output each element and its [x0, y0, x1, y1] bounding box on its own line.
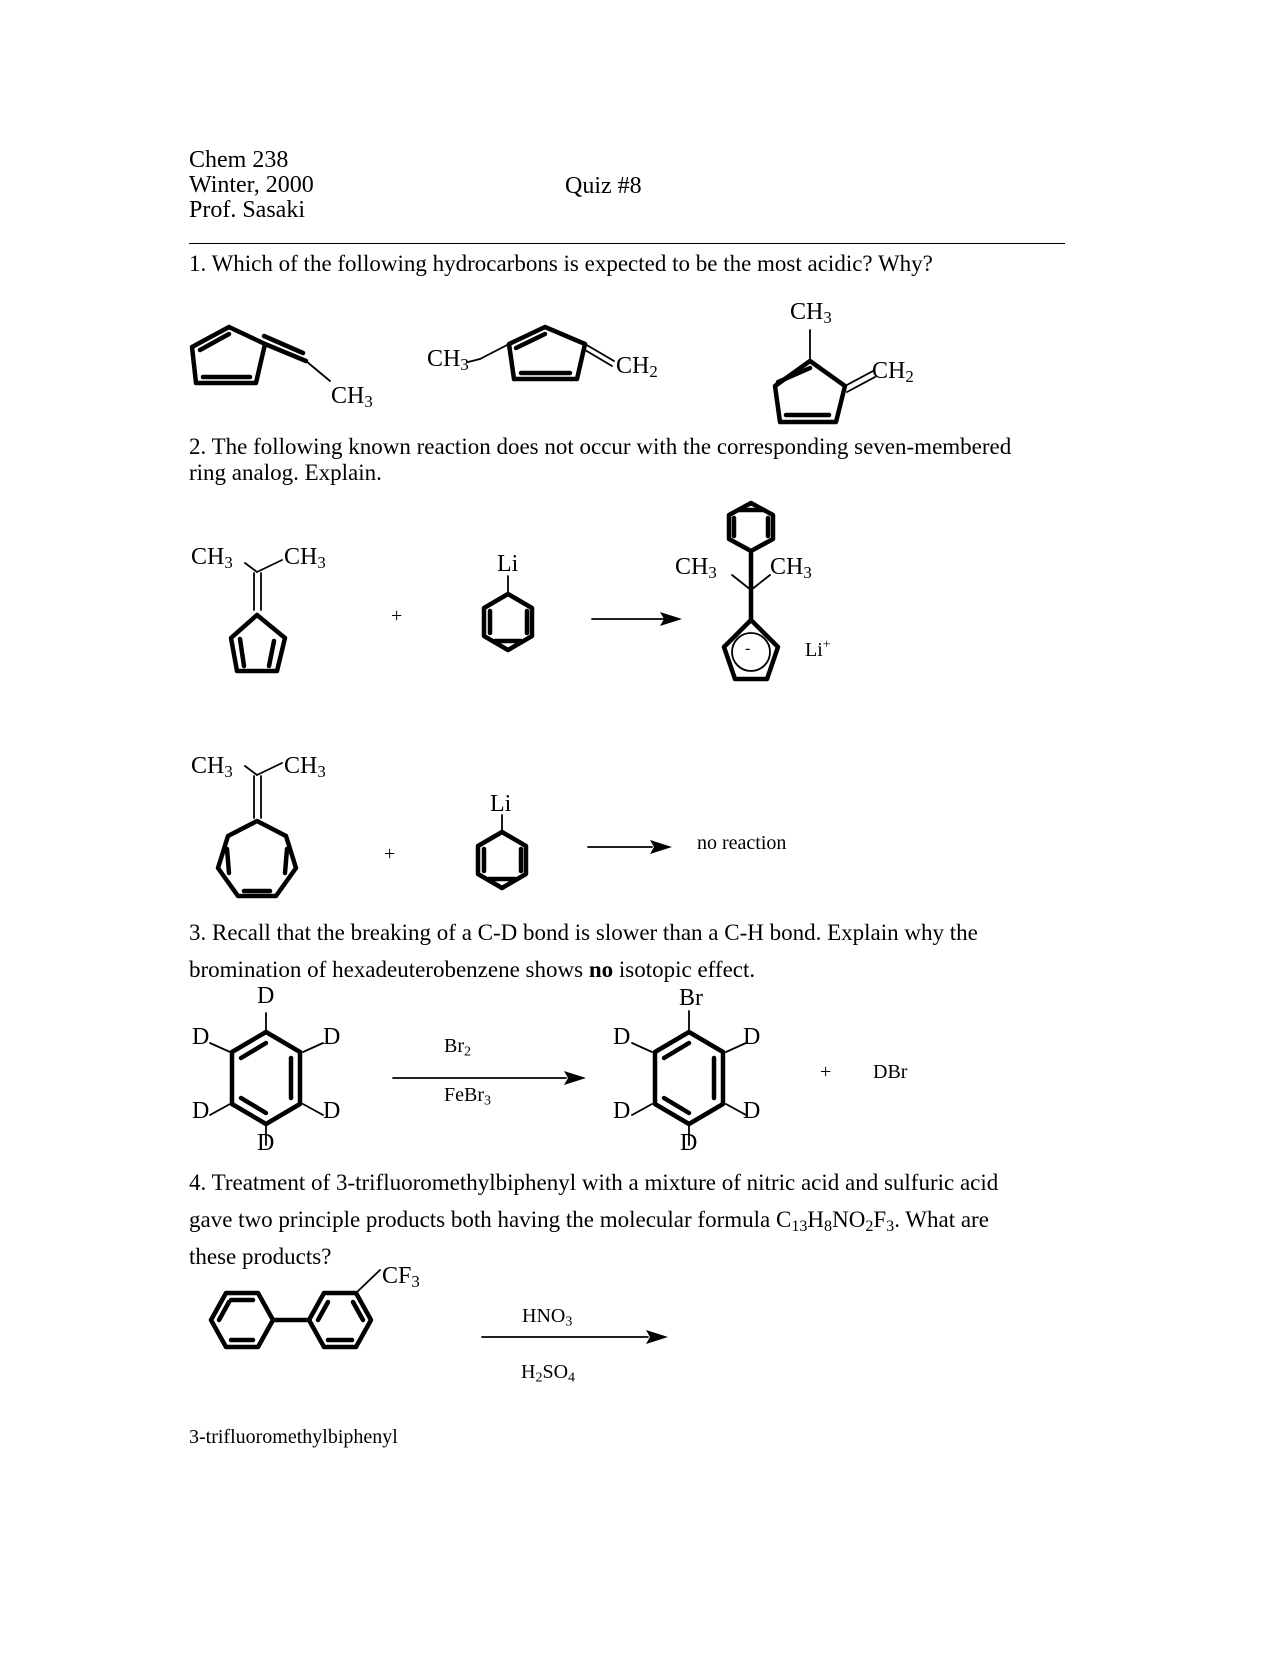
q3-reactant-d-bottom: D: [257, 1130, 275, 1156]
q3-reactant-d-lower-left: D: [192, 1098, 210, 1124]
question-3-line-2: bromination of hexadeuterobenzene shows no isotopic effect.: [189, 957, 756, 982]
q2-product-anion-charge: -: [745, 640, 751, 657]
q1-mol2-ch2: $CH_2$: [616, 353, 658, 382]
q3-reactant-d-top: D: [257, 983, 275, 1009]
q1-mol1-ch3: $CH_3$: [331, 383, 373, 412]
q4-compound-name: 3-trifluoromethylbiphenyl: [189, 1426, 398, 1448]
q2-r1-li: Li: [497, 551, 519, 577]
q1-molecule-2: [468, 327, 614, 379]
q3-product-d-lower-right: D: [743, 1098, 761, 1124]
q3-arrow: [393, 1071, 586, 1085]
q1-mol2-ch3: $CH_3$: [427, 346, 469, 375]
q3-reagent-febr3: FeBr$_3$: [444, 1084, 491, 1109]
question-2-line-1: 2. The following known reaction does not occur with the corresponding seven-membered: [189, 434, 1012, 459]
q2-heptafulvene: [218, 763, 296, 896]
q2-r2-result: no reaction: [697, 832, 787, 854]
q1-mol3-ch3: $CH_3$: [790, 299, 832, 328]
q4-biphenyl: [211, 1270, 380, 1347]
q2-product-ch3-left: $CH_3$: [675, 554, 717, 583]
q3-reagent-br2: $Br_2$: [444, 1035, 471, 1060]
q3-product-d-bottom: D: [680, 1130, 698, 1156]
q3-reactant-d-upper-right: D: [323, 1024, 341, 1050]
q3-product-d-lower-left: D: [613, 1098, 631, 1124]
quiz-title: Quiz #8: [565, 173, 642, 199]
question-4-line-1: 4. Treatment of 3-trifluoromethylbiphenyl with a mixture of nitric acid and sulfuric acid: [189, 1170, 999, 1195]
q2-arrow-2: [588, 840, 672, 854]
question-2-line-2: ring analog. Explain.: [189, 460, 382, 485]
q2-arrow-1: [592, 612, 682, 626]
q4-reagent-hno3: $HNO_3$: [522, 1305, 573, 1330]
q1-molecule-3: [775, 330, 875, 422]
question-4-line-3: these products?: [189, 1244, 332, 1269]
q2-fulvene: [231, 560, 285, 671]
question-1-text: 1. Which of the following hydrocarbons is expected to be the most acidic? Why?: [189, 251, 933, 276]
q2-r1-plus: +: [391, 605, 403, 627]
q3-reactant-d-lower-right: D: [323, 1098, 341, 1124]
q3-reactant-d-upper-left: D: [192, 1024, 210, 1050]
q2-r1-ch3-right: $CH_3$: [284, 544, 326, 573]
q1-molecule-1: [192, 327, 330, 383]
q3-byproduct: DBr: [873, 1061, 908, 1083]
term-label: Winter, 2000: [189, 172, 314, 198]
q3-product: [632, 1011, 746, 1145]
q4-arrow: [482, 1330, 668, 1344]
q2-r2-plus: +: [384, 843, 396, 865]
course-label: Chem 238: [189, 147, 289, 173]
q2-product-li-cation: Li+: [805, 637, 831, 661]
q3-reactant: [210, 1013, 323, 1145]
q3-product-d-upper-right: D: [743, 1024, 761, 1050]
q2-phenyllithium-2: [478, 815, 526, 888]
q2-product-ch3-right: $CH_3$: [770, 554, 812, 583]
q1-mol3-ch2: $CH_2$: [872, 358, 914, 387]
q3-product-br: Br: [679, 985, 703, 1011]
q3-plus: +: [820, 1061, 832, 1083]
q2-product: [724, 503, 778, 679]
q4-cf3: $CF_3$: [382, 1263, 420, 1292]
q2-r1-ch3-left: $CH_3$: [191, 544, 233, 573]
question-3-line-1: 3. Recall that the breaking of a C-D bond is slower than a C-H bond. Explain why the: [189, 920, 978, 945]
professor-label: Prof. Sasaki: [189, 197, 305, 223]
question-4-line-2: gave two principle products both having the molecular formula $C_{13}H_8NO_2F_3$. What are: [189, 1207, 989, 1236]
q2-r2-li: Li: [490, 791, 512, 817]
q2-r2-ch3-left: $CH_3$: [191, 753, 233, 782]
q2-phenyllithium-1: [484, 576, 532, 650]
q4-reagent-h2so4: $H_2SO_4$: [521, 1361, 576, 1386]
q2-r2-ch3-right: $CH_3$: [284, 753, 326, 782]
q3-product-d-upper-left: D: [613, 1024, 631, 1050]
